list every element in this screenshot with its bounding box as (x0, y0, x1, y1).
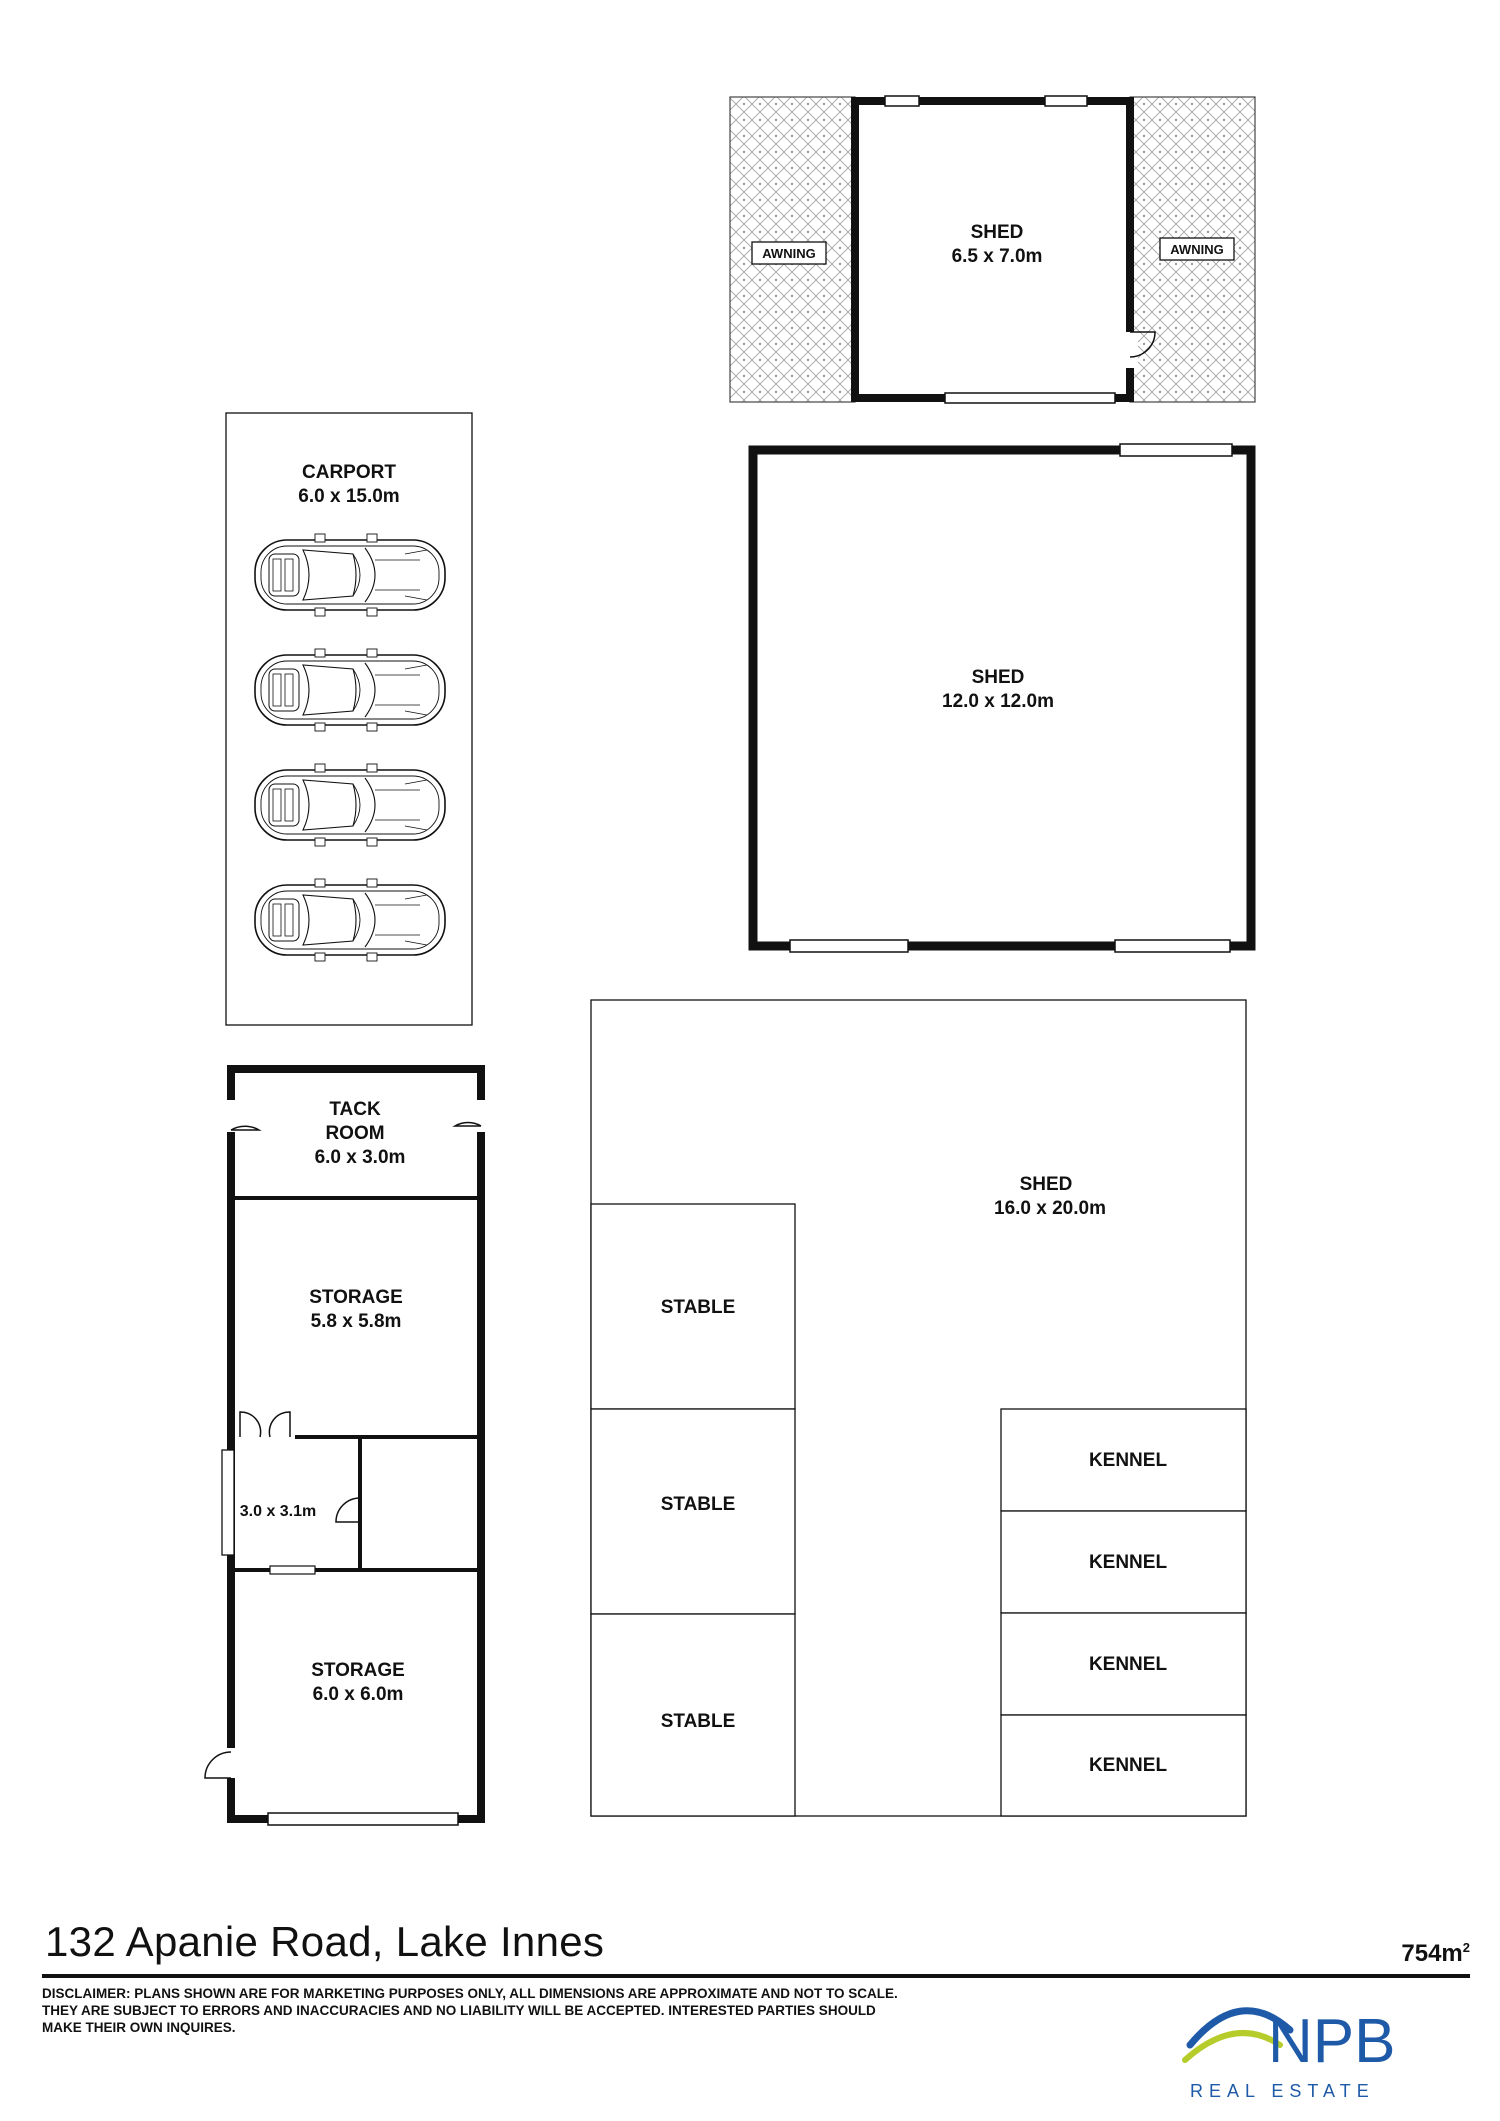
roller-door (790, 940, 908, 952)
shed-medium-dims: 12.0 x 12.0m (942, 691, 1054, 712)
roller-door (1115, 940, 1230, 952)
tack-room-dims: 6.0 x 3.0m (314, 1147, 406, 1168)
door-opening (1124, 332, 1138, 368)
storage-building-walls (231, 1069, 481, 1819)
shed-medium-name: SHED (971, 667, 1025, 688)
stable-label: STABLE (660, 1711, 736, 1732)
awning-right-label: AWNING (1170, 242, 1224, 257)
car-icon (255, 534, 445, 616)
logo-wordmark: NPB (1268, 2007, 1396, 2076)
shed-large-name: SHED (1019, 1174, 1073, 1195)
door-opening (474, 1100, 488, 1132)
npb-logo (1180, 1990, 1420, 2105)
stable-label: STABLE (660, 1297, 736, 1318)
shed-small-name: SHED (970, 222, 1024, 243)
kennel-label: KENNEL (1088, 1450, 1168, 1471)
storage-building (205, 1069, 488, 1825)
property-address: 132 Apanie Road, Lake Innes (45, 1918, 605, 1965)
awning-left-label: AWNING (762, 246, 816, 261)
carport-dims: 6.0 x 15.0m (298, 486, 400, 507)
storage-upper-dims: 5.8 x 5.8m (310, 1311, 402, 1332)
window (885, 96, 919, 106)
carport-name: CARPORT (302, 462, 396, 483)
kennel-label: KENNEL (1088, 1552, 1168, 1573)
car-icon (255, 764, 445, 846)
kennel-label: KENNEL (1088, 1755, 1168, 1776)
car-icon (255, 649, 445, 731)
stable-label: STABLE (660, 1494, 736, 1515)
disclaimer: DISCLAIMER: PLANS SHOWN ARE FOR MARKETING PURPOSES ONLY, ALL DIMENSIONS ARE APPROXIMATE AND NOT TO SCALE. THEY ARE SUBJECT TO ERRORS AND INACCURACIES AND NO LIABILITY WILL BE ACCEPTED. INTERESTED PARTIES SHOULD MAKE THEIR OWN INQUIRES. (42, 1986, 898, 2035)
shed-large-dims: 16.0 x 20.0m (994, 1198, 1106, 1219)
tack-room-name-line2: ROOM (325, 1123, 385, 1144)
window (1045, 96, 1087, 106)
total-area (1401, 1940, 1470, 1968)
shed-large-group (591, 1000, 1246, 1816)
storage-lower-name: STORAGE (311, 1660, 405, 1681)
window (270, 1566, 315, 1574)
total-area-unit-superscript: 2 (1462, 1940, 1470, 1955)
carport-group (226, 413, 472, 1025)
logo-tagline: REAL ESTATE (1190, 2081, 1375, 2101)
shed-medium-group (753, 444, 1251, 952)
roller-door (1120, 444, 1232, 456)
kennel-label: KENNEL (1088, 1654, 1168, 1675)
storage-lower-dims: 6.0 x 6.0m (312, 1684, 404, 1705)
storage-upper-name: STORAGE (309, 1287, 403, 1308)
roller-door (268, 1813, 458, 1825)
tack-room-name-line1: TACK (329, 1099, 381, 1120)
shed-small-group (730, 96, 1255, 403)
roller-door (945, 393, 1115, 403)
shed-small-dims: 6.5 x 7.0m (951, 246, 1043, 267)
total-area-value: 754m (1401, 1940, 1463, 1967)
small-room-dims: 3.0 x 3.1m (239, 1503, 317, 1520)
footer-divider (42, 1974, 1470, 1978)
car-icon (255, 879, 445, 961)
window (222, 1450, 234, 1555)
